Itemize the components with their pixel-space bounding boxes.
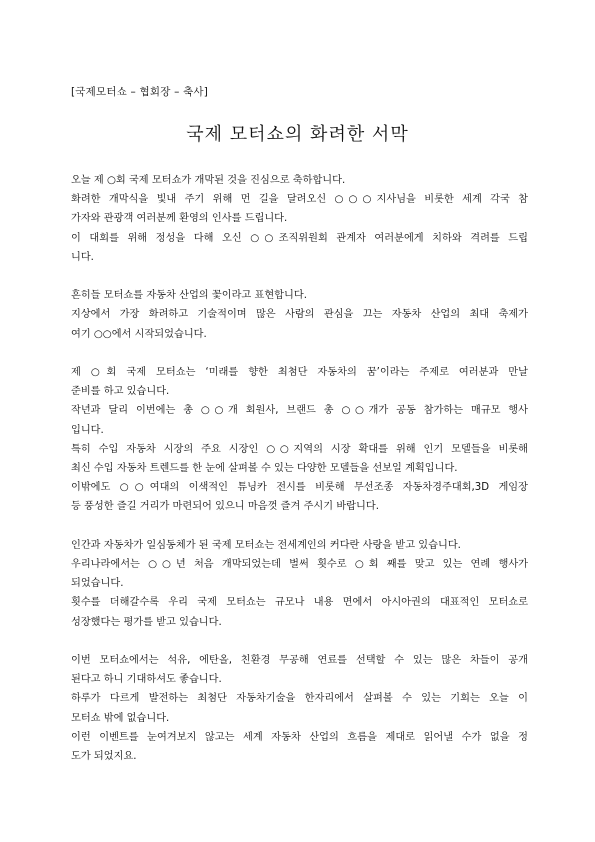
body-text-line: 되었습니다. bbox=[71, 578, 124, 590]
body-text-line: 여기 ○○에서 시작되었습니다. bbox=[71, 328, 207, 340]
body-paragraph bbox=[71, 363, 528, 517]
body-text-line: 작년과 달리 이번에는 총 ○○개 회원사, 브랜드 총 ○○개가 공동 참가하는 매규모 행사 bbox=[71, 405, 528, 417]
body-text-line: 성장했다는 평가를 받고 있습니다. bbox=[71, 616, 222, 628]
body-text-line: 니다. bbox=[71, 251, 94, 263]
body-text-line: 제 ○회 국제 모터쇼는 ‘미래를 향한 최첨단 자동차의 꿈’이라는 주제로 여러분과 만날 bbox=[71, 367, 528, 378]
body-text-line: 이런 이벤트를 눈여겨보지 않고는 세계 자동차 산업의 흐름을 제대로 읽어낼 수가 없을 정 bbox=[71, 731, 528, 743]
document-body bbox=[71, 171, 528, 785]
body-text-line: 인간과 자동차가 일심동체가 된 국제 모터쇼는 전세계인의 커다란 사랑을 받고 있습니다. bbox=[71, 539, 461, 551]
body-paragraph bbox=[71, 536, 528, 632]
body-paragraph bbox=[71, 171, 528, 267]
body-text-line: 이밖에도 ○○여대의 이색적인 튜닝카 전시를 비롯해 무선조종 자동차경주대회,3D 게임장 bbox=[71, 482, 528, 494]
body-text-line: 하루가 다르게 발전하는 최첨단 자동차기술을 한자리에서 살펴볼 수 있는 기회는 오늘 이 bbox=[71, 693, 528, 705]
body-text-line: 특히 수입 자동차 시장의 주요 시장인 ○○지역의 시장 확대를 위해 인기 모델들을 비롯해 bbox=[71, 443, 528, 455]
body-text-line: 도가 되었지요. bbox=[71, 751, 137, 763]
body-text-line: 모터쇼 밖에 없습니다. bbox=[71, 712, 170, 724]
body-paragraph bbox=[71, 286, 528, 344]
body-text-line: 오늘 제 ○회 국제 모터쇼가 개막된 것을 진심으로 축하합니다. bbox=[71, 175, 346, 186]
body-text-line: 등 풍성한 즐길 거리가 마련되어 있으니 마음껏 즐겨 주시기 바랍니다. bbox=[71, 501, 379, 513]
body-text-line: 우리나라에서는 ○○년 처음 개막되었는데 벌써 횟수로 ○회 째를 맞고 있는 연례 행사가 bbox=[71, 559, 528, 571]
body-text-line: 가자와 관광객 여러분께 환영의 인사를 드립니다. bbox=[71, 213, 288, 225]
body-text-line: 이번 모터쇼에서는 석유, 에탄올, 친환경 무공해 연료를 선택할 수 있는 많은 차들이 공개 bbox=[71, 655, 528, 667]
body-text-line: 횟수를 더해갈수록 우리 국제 모터쇼는 규모나 내용 면에서 아시아권의 대표적인 모터쇼로 bbox=[71, 597, 528, 609]
document-title: 국제 모터쇼의 화려한 서막 bbox=[186, 124, 409, 145]
body-text-line: 최신 수입 자동차 트렌드를 한 눈에 살펴볼 수 있는 다양한 모델들을 선보일 계획입니다. bbox=[71, 463, 458, 475]
body-text-line: 입니다. bbox=[71, 424, 104, 436]
body-text-line: 화려한 개막식을 빛내 주기 위해 먼 길을 달려오신 ○○○지사님을 비롯한 세계 각국 참 bbox=[71, 194, 528, 206]
body-text-line: 흔히들 모터쇼를 자동차 산업의 꽃이라고 표현합니다. bbox=[71, 290, 307, 302]
body-paragraph bbox=[71, 651, 528, 766]
body-text-line: 지상에서 가장 화려하고 기술적이며 많은 사람의 관심을 끄는 자동차 산업의 최대 축제가 bbox=[71, 309, 528, 321]
body-text-line: 준비를 하고 있습니다. bbox=[71, 386, 170, 398]
document-category-tag: [국제모터쇼 – 협회장 – 축사] bbox=[71, 86, 209, 98]
body-text-line: 이 대회를 위해 정성을 다해 오신 ○○조직위원회 관계자 여러분에게 치하와 격려를 드립 bbox=[71, 232, 528, 244]
body-text-line: 된다고 하니 기대하셔도 좋습니다. bbox=[71, 674, 222, 686]
